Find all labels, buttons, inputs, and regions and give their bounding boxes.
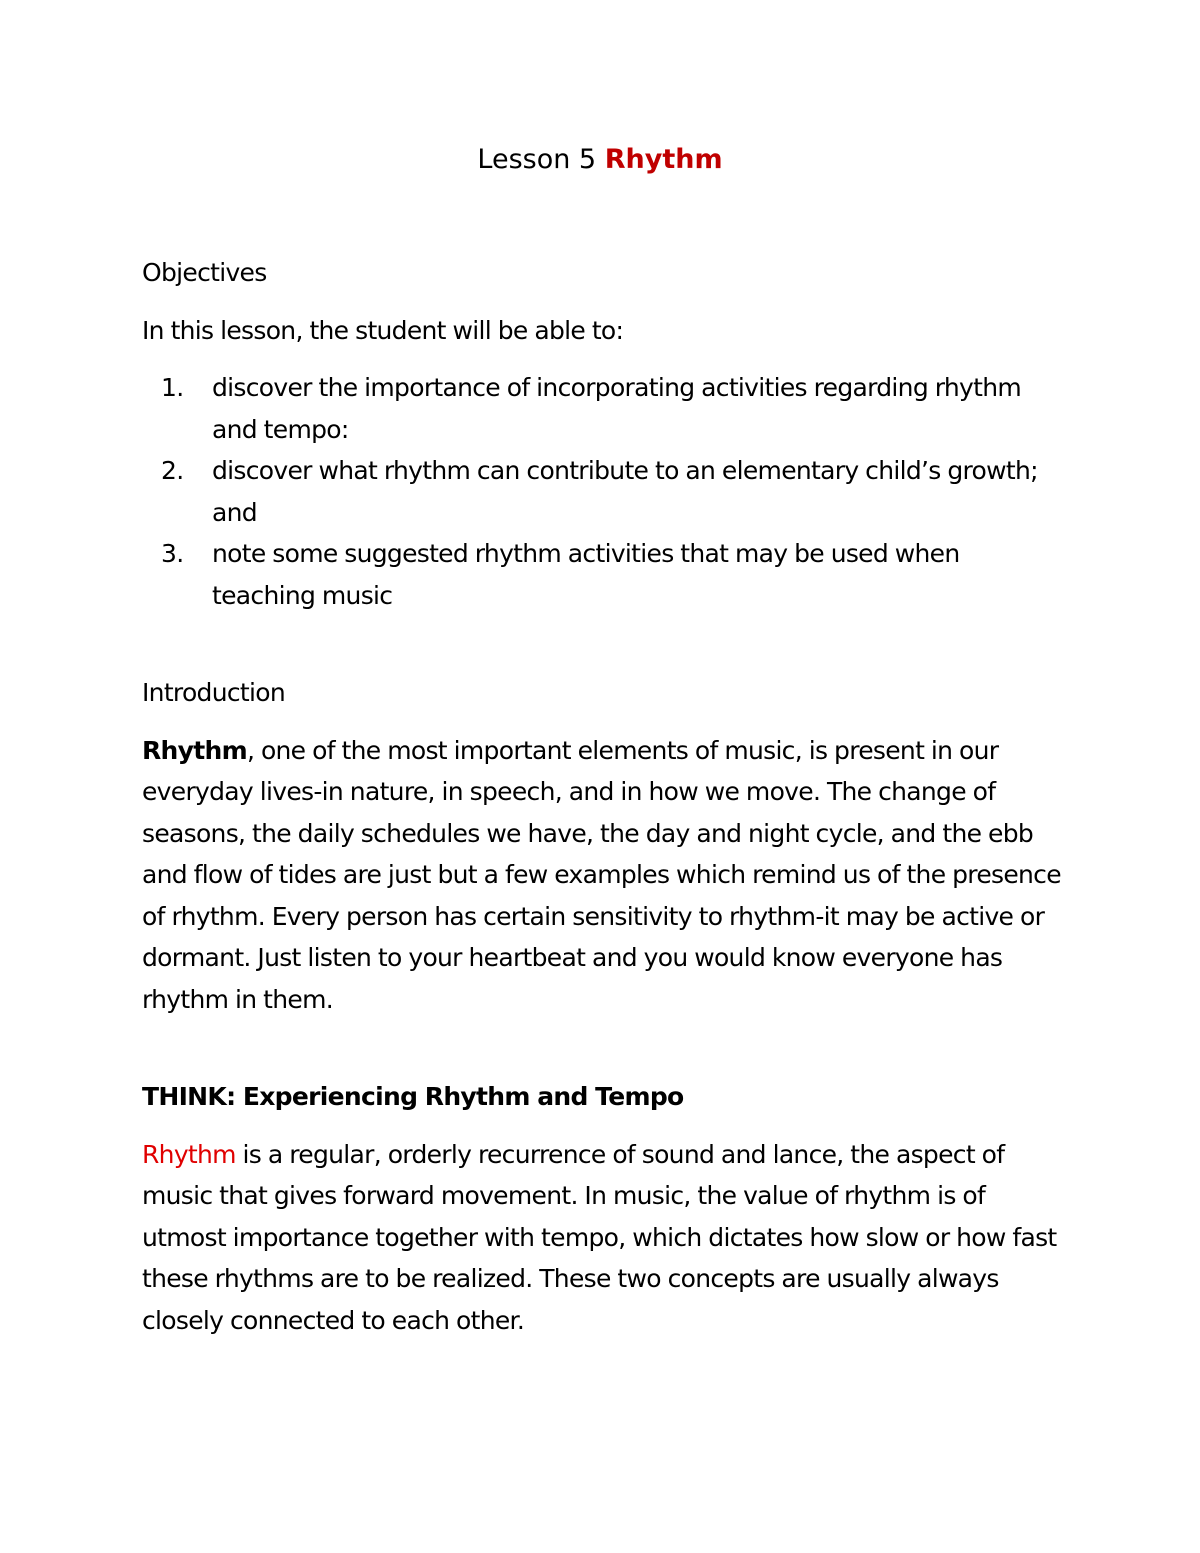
page-title xyxy=(0,140,1200,180)
introduction-body: , one of the most important elements of music, is present in our everyday lives-in nature, in speech, and in how we move. The change of seasons, the daily schedules we have, the day and night cycle, and the ebb and flow of tides are just but a few examples which remind us of the presence of rhythm. Every person has certain sensitivity to rhythm-it may be active or dormant. Just listen to your heartbeat and you would know everyone has rhythm in them. xyxy=(142,735,1061,1014)
think-body: is a regular, orderly recurrence of sound and lance, the aspect of music that gives forward movement. In music, the value of rhythm is of utmost importance together with tempo, which dictates how slow or how fast these rhythms are to be realized. These two concepts are usually always closely connected to each other. xyxy=(142,1139,1057,1335)
objectives-intro: In this lesson, the student will be able to: xyxy=(142,315,624,345)
list-item-text: discover what rhythm can contribute to an elementary child’s growth; and xyxy=(212,456,1038,527)
introduction-lead-term: Rhythm xyxy=(142,735,247,765)
objectives-heading: Objectives xyxy=(142,258,267,287)
think-paragraph xyxy=(142,1134,1062,1342)
list-item xyxy=(142,367,1062,450)
list-item-text: discover the importance of incorporating activities regarding rhythm and tempo: xyxy=(212,373,1022,444)
list-item xyxy=(142,533,1062,616)
list-item-number: 1. xyxy=(161,373,184,402)
think-lead-term: Rhythm xyxy=(142,1139,236,1169)
document-body xyxy=(142,252,1062,1341)
list-item-text: note some suggested rhythm activities that may be used when teaching music xyxy=(212,539,960,610)
list-item xyxy=(142,450,1062,533)
title-prefix: Lesson 5 xyxy=(477,144,605,175)
title-accent: Rhythm xyxy=(604,144,723,175)
think-heading: THINK: Experiencing Rhythm and Tempo xyxy=(142,1082,684,1111)
objectives-list xyxy=(142,367,1062,616)
introduction-heading: Introduction xyxy=(142,678,285,707)
introduction-paragraph xyxy=(142,730,1062,1021)
list-item-number: 2. xyxy=(161,456,184,485)
list-item-number: 3. xyxy=(161,539,184,568)
